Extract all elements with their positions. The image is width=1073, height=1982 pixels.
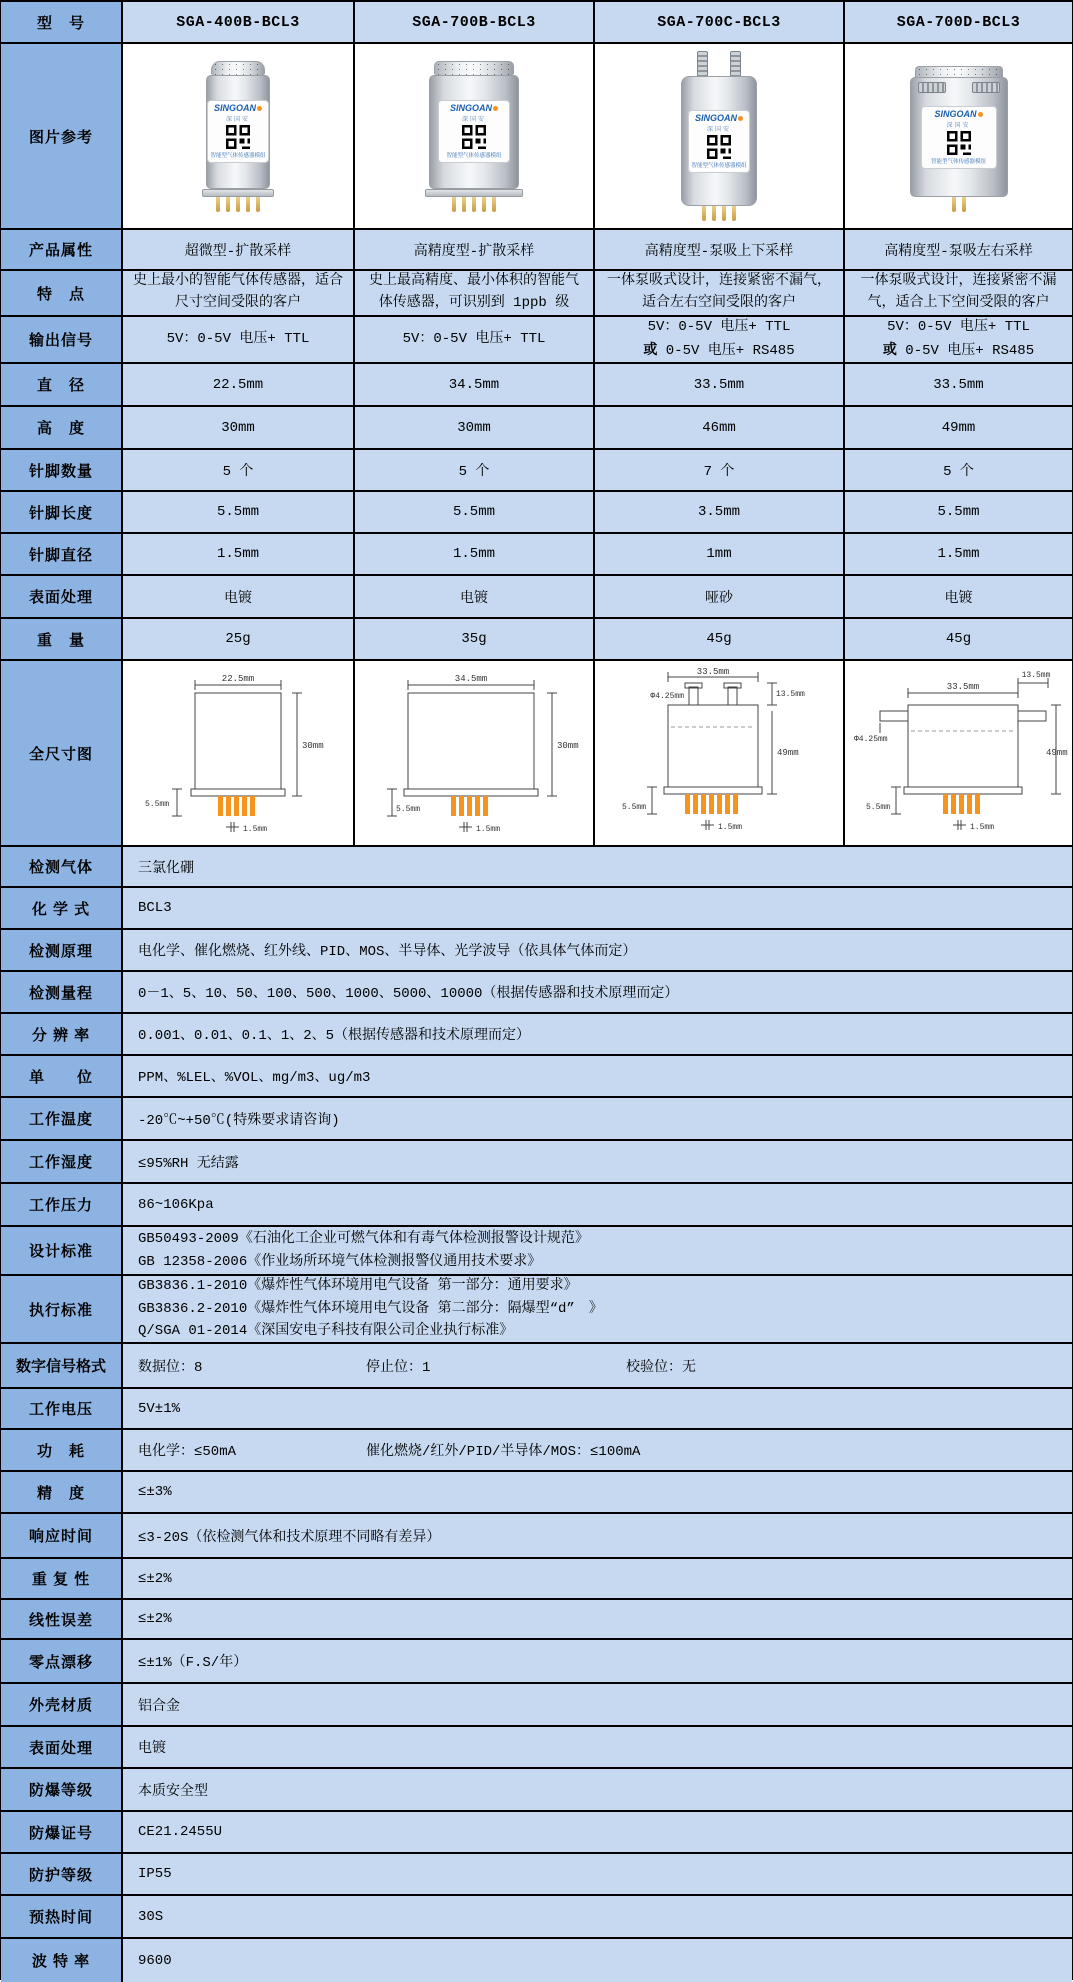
- dimension-drawing-row: [1, 661, 1072, 847]
- row-label-surface: 表面处理: [1, 576, 123, 617]
- pin-length-row: [1, 492, 1072, 534]
- row-label-diameter: 直 径: [1, 364, 123, 405]
- svg-text:49mm: 49mm: [777, 748, 799, 758]
- height-row: [1, 407, 1072, 450]
- row-label-signal: 输出信号: [1, 317, 123, 362]
- row-label-pin-diameter: 针脚直径: [1, 534, 123, 574]
- weight-value: 25g: [123, 619, 355, 659]
- spec-row-voltage: [1, 1389, 1072, 1430]
- surface-value: 哑砂: [595, 576, 845, 617]
- svg-text:30mm: 30mm: [302, 741, 324, 751]
- row-label: 检测量程: [1, 972, 123, 1012]
- attribute-value: 超微型-扩散采样: [123, 230, 355, 269]
- format-part: 数据位：8: [138, 1359, 203, 1376]
- svg-text:1.5mm: 1.5mm: [718, 823, 743, 832]
- row-label: 预热时间: [1, 1896, 123, 1937]
- sensor-photo-sga-700b: [425, 61, 523, 212]
- spec-value: 86~106Kpa: [123, 1184, 1072, 1225]
- sensor-top-cap: [915, 66, 1003, 77]
- row-label-images: 图片参考: [1, 44, 123, 228]
- svg-text:34.5mm: 34.5mm: [454, 674, 488, 684]
- signal-line2: 或 0-5V 电压+ RS485: [882, 342, 1035, 359]
- hose-barb-icon: [918, 82, 946, 93]
- gas-tubes-top: [697, 51, 741, 77]
- row-label: 工作压力: [1, 1184, 123, 1225]
- row-label: 响应时间: [1, 1514, 123, 1557]
- svg-text:49mm: 49mm: [1045, 748, 1068, 758]
- sensor-caption: 智能型气体传感器模组: [210, 153, 266, 159]
- diameter-value: 33.5mm: [595, 364, 845, 405]
- brand-chinese: 深国安: [706, 126, 731, 133]
- spec-row-baud-rate: [1, 1939, 1072, 1982]
- spec-row-linearity: [1, 1600, 1072, 1640]
- surface-row: [1, 576, 1072, 619]
- spec-row-digital-format: [1, 1344, 1072, 1389]
- row-label-attribute: 产品属性: [1, 230, 123, 269]
- pin-length-value: 3.5mm: [595, 492, 845, 532]
- pin-diameter-row: [1, 534, 1072, 576]
- sensor-body: [206, 75, 270, 189]
- attribute-value: 高精度型-泵吸上下采样: [595, 230, 845, 269]
- spec-row-surface: [1, 1727, 1072, 1769]
- svg-text:30mm: 30mm: [557, 741, 579, 751]
- spec-value: [123, 1227, 1072, 1274]
- spec-value: 0.001、0.01、0.1、1、2、5（根据传感器和技术原理而定）: [123, 1014, 1072, 1054]
- spec-row-resolution: [1, 1014, 1072, 1056]
- hose-barb-icon: [730, 51, 741, 77]
- spec-value: ≤±2%: [123, 1559, 1072, 1598]
- sensor-label-plate: [921, 106, 997, 169]
- row-label-pin-length: 针脚长度: [1, 492, 123, 532]
- product-image-row: [1, 44, 1072, 230]
- sensor-photo-sga-400b: [202, 61, 274, 212]
- signal-line1: 5V：0-5V 电压+ TTL: [887, 318, 1030, 335]
- spec-row-protection-grade: [1, 1854, 1072, 1896]
- spec-value: ≤±3%: [123, 1472, 1072, 1512]
- dimension-drawing-cell-3: [595, 661, 845, 845]
- row-label: 工作温度: [1, 1098, 123, 1139]
- standard-line: GB3836.1-2010《爆炸性气体环境用电气设备 第一部分：通用要求》: [138, 1278, 578, 1295]
- brand-logo: [934, 110, 982, 119]
- svg-text:1.5mm: 1.5mm: [969, 823, 994, 832]
- spec-value: -20℃~+50℃(特殊要求请咨询): [123, 1098, 1072, 1139]
- pin-diameter-value: 1.5mm: [845, 534, 1072, 574]
- brand-text: SINGOAN: [694, 112, 737, 123]
- pin-count-value: 5 个: [123, 450, 355, 490]
- pin-count-value: 5 个: [845, 450, 1072, 490]
- row-label: 重 复 性: [1, 1559, 123, 1598]
- svg-text:5.5mm: 5.5mm: [396, 805, 421, 814]
- spec-value: 30S: [123, 1896, 1072, 1937]
- dimension-drawing-cell-4: [845, 661, 1072, 845]
- format-part: 停止位：1: [366, 1359, 431, 1376]
- svg-text:13.5mm: 13.5mm: [1021, 671, 1050, 680]
- spec-value: 5V±1%: [123, 1389, 1072, 1428]
- svg-text:5.5mm: 5.5mm: [621, 803, 646, 812]
- dimension-drawing-sga-700b: [366, 667, 582, 839]
- spec-row-explosion-grade: [1, 1769, 1072, 1812]
- height-value: 49mm: [845, 407, 1072, 448]
- svg-text:1.5mm: 1.5mm: [476, 825, 501, 834]
- row-label: 外壳材质: [1, 1684, 123, 1725]
- logo-dot-icon: [738, 116, 743, 121]
- signal-value: [595, 317, 845, 362]
- height-value: 30mm: [355, 407, 595, 448]
- diameter-value: 34.5mm: [355, 364, 595, 405]
- sensor-label-plate: [688, 110, 749, 173]
- pin-length-value: 5.5mm: [123, 492, 355, 532]
- spec-value: 电化学、催化燃烧、红外线、PID、MOS、半导体、光学波导（依具体气体而定）: [123, 930, 1072, 970]
- product-photo-cell-1: [123, 44, 355, 228]
- dimension-drawing-sga-700d: [846, 665, 1072, 841]
- sensor-label-plate: [438, 100, 510, 163]
- spec-value: ≤3-20S（依检测气体和技术原理不同略有差异）: [123, 1514, 1072, 1557]
- model-name-sga-700b: SGA-700B-BCL3: [355, 2, 595, 42]
- sensor-body: [681, 76, 757, 206]
- dimension-drawing-cell-1: [123, 661, 355, 845]
- spec-row-formula: [1, 888, 1072, 930]
- row-label: 分 辨 率: [1, 1014, 123, 1054]
- row-label-feature: 特 点: [1, 271, 123, 315]
- spec-row-humidity: [1, 1141, 1072, 1184]
- dimension-drawing-cell-2: [355, 661, 595, 845]
- spec-row-temperature: [1, 1098, 1072, 1141]
- pin-diameter-value: 1.5mm: [123, 534, 355, 574]
- output-signal-row: [1, 317, 1072, 364]
- sensor-base: [202, 189, 274, 197]
- dimension-drawing-sga-400b: [133, 667, 343, 839]
- sensor-pins: [213, 197, 263, 212]
- format-part: 校验位：无: [626, 1359, 696, 1376]
- brand-logo: [214, 104, 262, 113]
- spec-row-power: [1, 1430, 1072, 1472]
- feature-value: 史上最小的智能气体传感器，适合尺寸空间受限的客户: [123, 271, 355, 315]
- spec-row-pressure: [1, 1184, 1072, 1227]
- spec-value: 0－1、5、10、50、100、500、1000、5000、10000（根据传感器和技术原理而定）: [123, 972, 1072, 1012]
- standard-line: GB3836.2-2010《爆炸性气体环境用电气设备 第二部分：隔爆型“d” 》: [138, 1300, 603, 1317]
- spec-row-design-standard: [1, 1227, 1072, 1276]
- spec-row-accuracy: [1, 1472, 1072, 1514]
- diameter-value: 22.5mm: [123, 364, 355, 405]
- sensor-top-cap: [211, 61, 265, 75]
- weight-value: 45g: [845, 619, 1072, 659]
- row-label: 防护等级: [1, 1854, 123, 1894]
- spec-value: ≤95%RH 无结露: [123, 1141, 1072, 1182]
- model-name-sga-700c: SGA-700C-BCL3: [595, 2, 845, 42]
- attribute-value: 高精度型-扩散采样: [355, 230, 595, 269]
- sensor-caption: 智能型气体传感器模组: [691, 162, 747, 169]
- diameter-value: 33.5mm: [845, 364, 1072, 405]
- sensor-body: [429, 75, 519, 189]
- brand-chinese: 深国安: [946, 122, 971, 129]
- sensor-base: [425, 189, 523, 197]
- sensor-pins: [699, 206, 739, 221]
- logo-dot-icon: [257, 106, 262, 111]
- svg-text:5.5mm: 5.5mm: [144, 800, 169, 809]
- spec-row-range: [1, 972, 1072, 1014]
- spec-row-unit: [1, 1056, 1072, 1098]
- row-label: 防爆证号: [1, 1812, 123, 1852]
- weight-value: 35g: [355, 619, 595, 659]
- svg-text:1.5mm: 1.5mm: [243, 825, 268, 834]
- svg-text:22.5mm: 22.5mm: [221, 674, 255, 684]
- row-label: 化 学 式: [1, 888, 123, 928]
- row-label: 表面处理: [1, 1727, 123, 1767]
- pin-diameter-value: 1mm: [595, 534, 845, 574]
- spec-value: 三氯化硼: [123, 847, 1072, 886]
- spec-row-explosion-cert: [1, 1812, 1072, 1854]
- signal-line1: 5V：0-5V 电压+ TTL: [647, 318, 791, 335]
- spec-value: CE21.2455U: [123, 1812, 1072, 1852]
- sensor-caption: 智能型气体传感器模组: [446, 153, 502, 159]
- row-label: 执行标准: [1, 1276, 123, 1342]
- row-label-fullsize: 全尺寸图: [1, 661, 123, 845]
- spec-value: [123, 1344, 1072, 1387]
- spec-value: [123, 1430, 1072, 1470]
- product-photo-cell-3: [595, 44, 845, 228]
- qr-code-icon: [707, 135, 731, 159]
- surface-value: 电镀: [355, 576, 595, 617]
- diameter-row: [1, 364, 1072, 407]
- qr-code-icon: [462, 125, 486, 149]
- spec-value: BCL3: [123, 888, 1072, 928]
- spec-value: [123, 1276, 1072, 1342]
- sensor-photo-sga-700d: [910, 60, 1008, 212]
- brand-text: SINGOAN: [213, 103, 256, 113]
- standard-line: GB 12358-2006《作业场所环境气体检测报警仪通用技术要求》: [138, 1253, 542, 1270]
- spec-value: 电镀: [123, 1727, 1072, 1767]
- spec-value: PPM、%LEL、%VOL、mg/m3、ug/m3: [123, 1056, 1072, 1096]
- pin-diameter-value: 1.5mm: [355, 534, 595, 574]
- row-label-pin-count: 针脚数量: [1, 450, 123, 490]
- feature-row: [1, 271, 1072, 317]
- row-label: 功 耗: [1, 1430, 123, 1470]
- attribute-row: [1, 230, 1072, 271]
- standard-line: GB50493-2009《石油化工企业可燃气体和有毒气体检测报警设计规范》: [138, 1231, 589, 1248]
- svg-text:Φ4.25mm: Φ4.25mm: [650, 692, 684, 701]
- feature-value: 一体泵吸式设计，连接紧密不漏气，适合左右空间受限的客户: [595, 271, 845, 315]
- row-label: 防爆等级: [1, 1769, 123, 1810]
- brand-chinese: 深国安: [461, 117, 486, 123]
- pin-count-value: 7 个: [595, 450, 845, 490]
- power-part: 电化学：≤50mA: [138, 1444, 237, 1460]
- brand-chinese: 深国安: [225, 117, 250, 123]
- signal-value: [123, 317, 355, 362]
- pin-length-value: 5.5mm: [355, 492, 595, 532]
- spec-row-response-time: [1, 1514, 1072, 1559]
- row-label: 线性误差: [1, 1600, 123, 1638]
- row-label: 设计标准: [1, 1227, 123, 1274]
- spec-value: 本质安全型: [123, 1769, 1072, 1810]
- product-photo-cell-4: [845, 44, 1072, 228]
- brand-logo: [450, 104, 498, 113]
- height-value: 30mm: [123, 407, 355, 448]
- spec-row-gas: [1, 847, 1072, 888]
- attribute-value: 高精度型-泵吸左右采样: [845, 230, 1072, 269]
- model-name-sga-400b: SGA-400B-BCL3: [123, 2, 355, 42]
- surface-value: 电镀: [845, 576, 1072, 617]
- row-label: 单 位: [1, 1056, 123, 1096]
- model-header-row: [1, 2, 1072, 44]
- sensor-label-plate: [207, 100, 268, 163]
- sensor-pins: [949, 197, 969, 212]
- hose-barb-icon: [697, 51, 708, 77]
- svg-text:Φ4.25mm: Φ4.25mm: [853, 735, 888, 744]
- weight-row: [1, 619, 1072, 661]
- surface-value: 电镀: [123, 576, 355, 617]
- spec-row-warmup-time: [1, 1896, 1072, 1939]
- weight-value: 45g: [595, 619, 845, 659]
- signal-value: [845, 317, 1072, 362]
- brand-text: SINGOAN: [449, 103, 492, 113]
- spec-row-zero-drift: [1, 1640, 1072, 1684]
- svg-text:33.5mm: 33.5mm: [696, 667, 730, 677]
- row-label: 检测原理: [1, 930, 123, 970]
- spec-value: ≤±1%（F.S/年）: [123, 1640, 1072, 1682]
- pin-length-value: 5.5mm: [845, 492, 1072, 532]
- model-name-sga-700d: SGA-700D-BCL3: [845, 2, 1072, 42]
- brand-text: SINGOAN: [934, 108, 977, 119]
- row-label: 工作湿度: [1, 1141, 123, 1182]
- spec-row-principle: [1, 930, 1072, 972]
- dimension-drawing-sga-700c: [606, 665, 832, 841]
- row-label: 波 特 率: [1, 1939, 123, 1982]
- spec-value: IP55: [123, 1854, 1072, 1894]
- sensor-photo-sga-700c: [681, 51, 757, 221]
- pin-count-row: [1, 450, 1072, 492]
- row-label: 数字信号格式: [1, 1344, 123, 1387]
- spec-value: 铝合金: [123, 1684, 1072, 1725]
- row-label: 检测气体: [1, 847, 123, 886]
- signal-line1: 5V：0-5V 电压+ TTL: [402, 330, 546, 347]
- product-photo-cell-2: [355, 44, 595, 228]
- feature-value: 一体泵吸式设计，连接紧密不漏气，适合上下空间受限的客户: [845, 271, 1072, 315]
- feature-value: 史上最高精度、最小体积的智能气体传感器，可识别到 1ppb 级: [355, 271, 595, 315]
- sensor-pins: [449, 197, 499, 212]
- row-label-weight: 重 量: [1, 619, 123, 659]
- sensor-body: [910, 77, 1008, 197]
- standard-line: Q/SGA 01-2014《深国安电子科技有限公司企业执行标准》: [138, 1323, 514, 1340]
- brand-logo: [695, 114, 743, 123]
- svg-text:33.5mm: 33.5mm: [946, 682, 979, 692]
- row-label: 精 度: [1, 1472, 123, 1512]
- signal-line2: 或 0-5V 电压+ RS485: [643, 342, 795, 359]
- pin-count-value: 5 个: [355, 450, 595, 490]
- row-label-model: 型 号: [1, 2, 123, 42]
- sensor-top-cap: [434, 61, 514, 75]
- spec-value: ≤±2%: [123, 1600, 1072, 1638]
- logo-dot-icon: [493, 106, 498, 111]
- svg-text:5.5mm: 5.5mm: [865, 803, 890, 812]
- spec-value: 9600: [123, 1939, 1072, 1982]
- logo-dot-icon: [978, 112, 983, 117]
- spec-row-execution-standard: [1, 1276, 1072, 1344]
- row-label: 工作电压: [1, 1389, 123, 1428]
- qr-code-icon: [947, 131, 971, 155]
- row-label: 零点漂移: [1, 1640, 123, 1682]
- height-value: 46mm: [595, 407, 845, 448]
- spec-row-shell-material: [1, 1684, 1072, 1727]
- qr-code-icon: [226, 125, 250, 149]
- sensor-caption: 智能型气体传感器模组: [930, 158, 986, 165]
- hose-barb-icon: [972, 82, 1000, 93]
- svg-text:13.5mm: 13.5mm: [776, 690, 805, 699]
- signal-value: [355, 317, 595, 362]
- signal-line1: 5V：0-5V 电压+ TTL: [166, 330, 310, 347]
- row-label-height: 高 度: [1, 407, 123, 448]
- spec-row-repeatability: [1, 1559, 1072, 1600]
- power-part: 催化燃烧/红外/PID/半导体/MOS：≤100mA: [366, 1444, 641, 1460]
